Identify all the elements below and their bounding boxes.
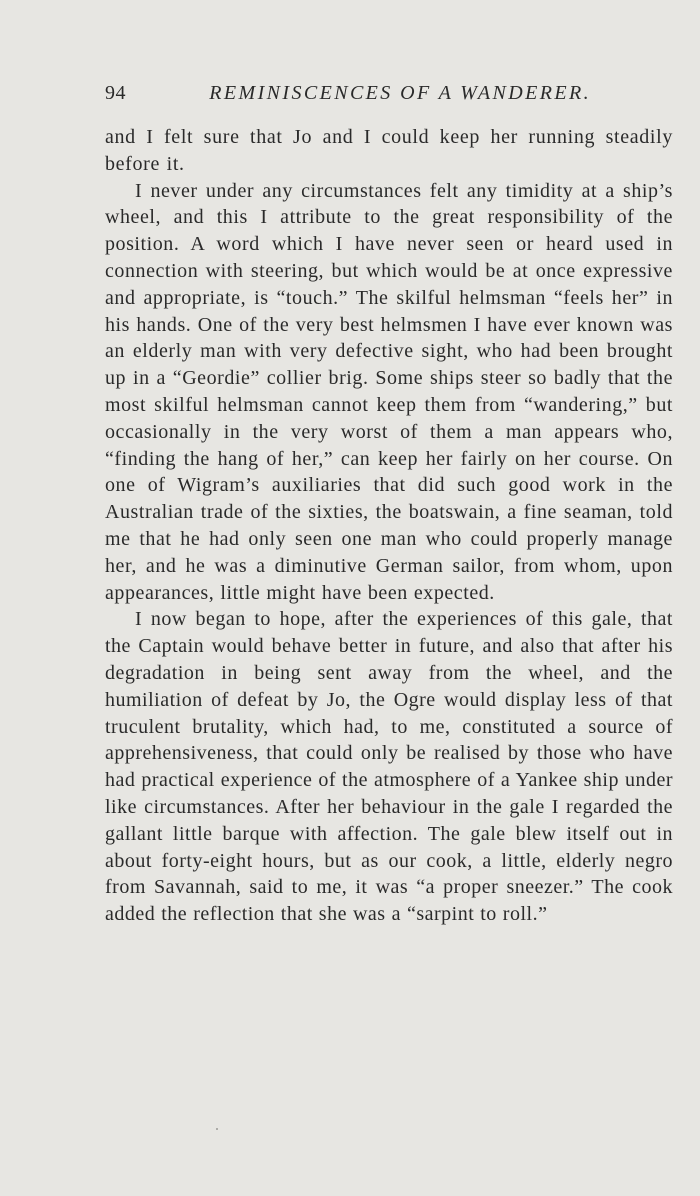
paragraph-continuation: and I felt sure that Jo and I could keep her running steadily before it.	[105, 126, 673, 175]
page-speck	[216, 1128, 218, 1130]
body-text	[105, 124, 673, 928]
running-title: REMINISCENCES OF A WANDERER.	[209, 82, 591, 104]
page-number: 94	[105, 82, 126, 104]
paragraph-gale: I now began to hope, after the experiences of this gale, that the Captain would behave better in future, and also that after his degradation in being sent away from the wheel, and the humiliation of defeat by Jo, the Ogre would display less of that truculent brutality, which had, to me, constituted a source of apprehensiveness, that could only be realised by those who have had practical experience of the atmosphere of a Yankee ship under like circumstances. After her behaviour in the gale I regarded the gallant little barque with affection. The gale blew itself out in about forty-eight hours, but as our cook, a little, elderly negro from Savannah, said to me, it was “a proper sneezer.” The cook added the reflection that she was a “sarpint to roll.”	[105, 608, 673, 926]
running-head	[105, 82, 673, 110]
paragraph-helmsman: I never under any circumstances felt any timidity at a ship’s wheel, and this I attribute to the great responsibility of the position. A word which I have never seen or heard used in connection with steering, but which would be at once expressive and appropriate, is “touch.” The skilful helmsman “feels her” in his hands. One of the very best helmsmen I have ever known was an elderly man with very defective sight, who had been brought up in a “Geordie” collier brig. Some ships steer so badly that the most skilful helmsman cannot keep them from “wandering,” but occasionally in the very worst of them a man appears who, “finding the hang of her,” can keep her fairly on her course. On one of Wigram’s auxiliaries that did such good work in the Australian trade of the sixties, the boatswain, a fine seaman, told me that he had only seen one man who could properly manage her, and he was a diminutive German sailor, from whom, upon appearances, little might have been expected.	[105, 179, 673, 604]
